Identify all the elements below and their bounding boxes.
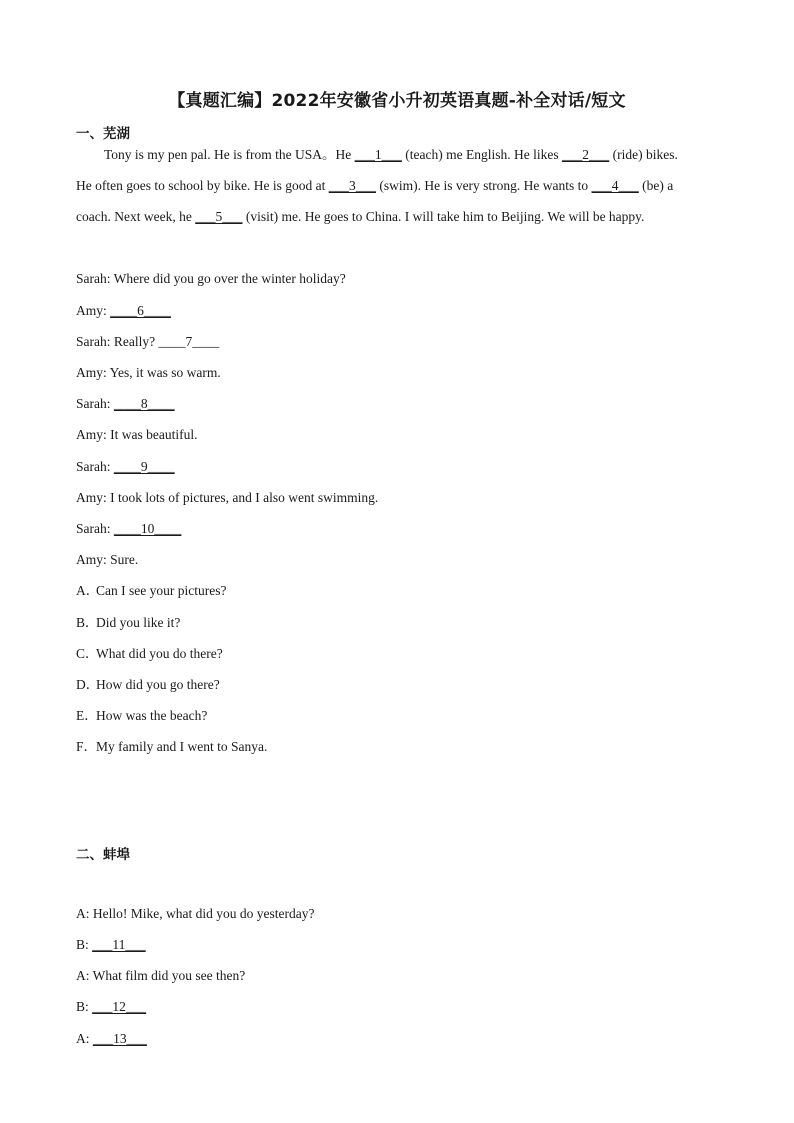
speaker: Sarah: [76,271,111,286]
passage-text: Tony is my pen pal. He is from the USA。He [104,147,355,162]
option-letter: C． [76,646,99,661]
option-f [76,738,267,756]
section-heading-wuhu: 一、芜湖 [76,126,130,142]
dialogue-text: Hello! Mike, what did you do yesterday? [92,906,315,921]
speaker: Amy: [76,490,107,505]
dialogue-line [76,967,245,985]
dialogue-text: Where did you go over the winter holiday? [113,271,346,286]
blank-2: ___2___ [561,147,610,162]
dialogue-line [76,364,221,382]
option-text: What did you do there? [96,646,223,661]
dialogue-text: It was beautiful. [110,427,198,442]
dialogue-line [76,905,314,923]
blank-9: ____9____ [113,459,175,474]
page-title: 【真题汇编】2022年安徽省小升初英语真题-补全对话/短文 [168,91,626,111]
passage-text: He often goes to school by bike. He is good at [76,178,329,193]
option-d [76,676,220,694]
passage-text: (ride) bikes. [609,147,678,162]
option-letter: D． [76,677,100,692]
dialogue-text: What film did you see then? [92,968,246,983]
passage-text: (swim). He is very strong. He wants to [375,178,592,193]
option-letter: E． [76,708,98,723]
speaker: Sarah: [76,521,111,536]
blank-11: ___11___ [92,937,146,952]
dialogue-line [76,302,171,320]
dialogue-line [76,426,198,444]
passage-text: coach. Next week, he [76,209,196,224]
speaker: A: [76,906,90,921]
dialogue-line [76,998,146,1016]
speaker: Amy: [76,427,107,442]
dialogue-line [76,395,175,413]
blank-6: ____6____ [110,303,171,318]
passage-line-2 [76,177,673,195]
speaker: A: [76,1031,90,1046]
blank-3: ___3___ [328,178,376,193]
passage-line-1 [104,146,678,164]
speaker: A: [76,968,90,983]
dialogue-line [76,1030,147,1048]
blank-13: ___13___ [92,1031,147,1046]
speaker: Amy: [76,303,107,318]
speaker: Amy: [76,552,107,567]
dialogue-text: I took lots of pictures, and I also went swimming. [110,490,379,505]
speaker: Sarah: [76,334,111,349]
blank-12: ___12___ [92,999,147,1014]
dialogue-text: Sure. [110,552,139,567]
dialogue-line [76,551,138,569]
option-letter: B． [76,615,99,630]
blank-10: ____10____ [113,521,182,536]
option-text: How did you go there? [96,677,220,692]
blank-5: ___5___ [195,209,243,224]
dialogue-line [76,489,378,507]
passage-text: (be) a [638,178,674,193]
dialogue-text: Yes, it was so warm. [109,365,221,380]
dialogue-line [76,458,175,476]
dialogue-line [76,520,181,538]
speaker: Sarah: [76,459,111,474]
option-c [76,645,223,663]
dialogue-line [76,270,346,288]
dialogue-line [76,936,146,954]
blank-4: ___4___ [591,178,639,193]
option-e [76,707,207,725]
speaker: B: [76,937,89,952]
passage-text: (visit) me. He goes to China. I will take him to Beijing. We will be happy. [242,209,645,224]
blank-8: ____8____ [113,396,175,411]
passage-text: (teach) me English. He likes [401,147,562,162]
dialogue-line [76,333,219,351]
speaker: B: [76,999,89,1014]
option-letter: F． [76,739,98,754]
option-text: Did you like it? [96,615,181,630]
dialogue-text: Really? ____7____ [113,334,220,349]
passage-line-3 [76,208,644,226]
option-text: Can I see your pictures? [96,583,227,598]
option-b [76,614,180,632]
section-heading-bengbu: 二、蚌埠 [76,847,130,863]
option-text: My family and I went to Sanya. [96,739,268,754]
option-a [76,582,226,600]
speaker: Amy: [76,365,107,380]
blank-1: ___1___ [354,147,402,162]
option-letter: A． [76,583,100,598]
option-text: How was the beach? [96,708,208,723]
speaker: Sarah: [76,396,111,411]
